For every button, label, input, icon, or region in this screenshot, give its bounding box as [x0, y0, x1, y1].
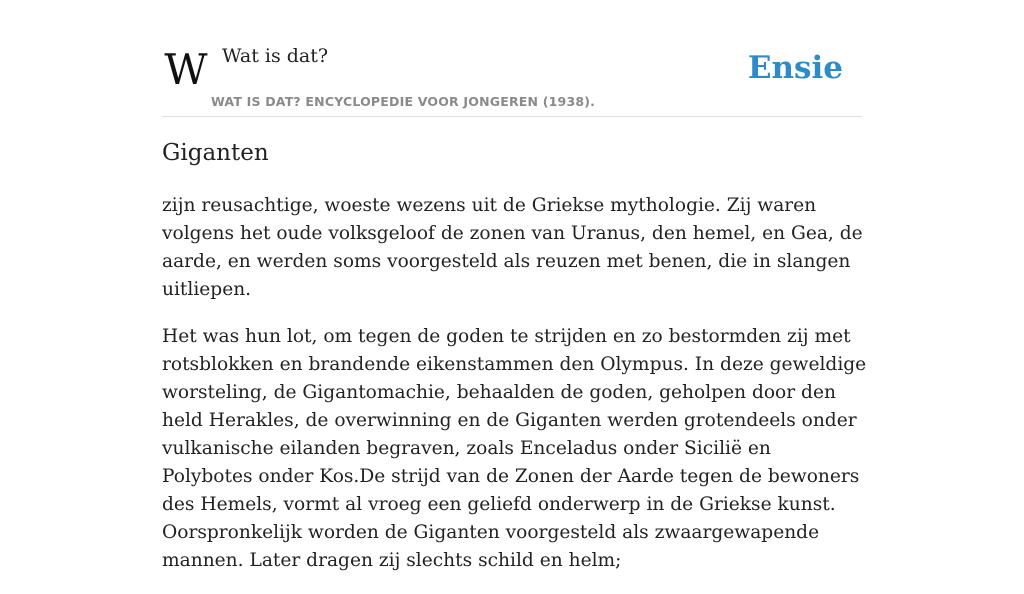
article-paragraph: Het was hun lot, om tegen de goden te strijden en zo bestormden zij met rotsblokken en brandende eikenstammen den Olympus. In deze geweldige worsteling, de Gigantomachie, behaalden de goden, geholpen door den held Herakles, de overwinning en de Giganten werden grotendeels onder vulkanische eilanden begraven, zoals Enceladus onder Sicilië en Polybotes onder Kos.De strijd van de Zonen der Aarde tegen de bewoners des Hemels, vormt al vroeg een geliefd onderwerp in de Griekse kunst. Oorspronkelijk worden de Giganten voorgesteld als zwaargewapende mannen. Later dragen zij slechts schild en helm; — [162, 326, 867, 571]
site-title[interactable]: Wat is dat? — [222, 45, 329, 67]
article-paragraph: zijn reusachtige, woeste wezens uit de Griekse mythologie. Zij waren volgens het oude volksgeloof de zonen van Uranus, den hemel, en Gea, de aarde, en werden soms voorgesteld als reuzen met benen, die in slangen uitliepen. — [162, 195, 863, 300]
site-header — [162, 30, 862, 117]
article-body — [162, 192, 867, 594]
wikipedia-w-icon[interactable] — [163, 45, 209, 94]
svg-text:W: W — [164, 45, 208, 94]
site-subtitle: WAT IS DAT? ENCYCLOPEDIE VOOR JONGEREN (1938). — [211, 94, 596, 109]
article-title: Giganten — [162, 140, 269, 166]
brand-logo-link[interactable]: Ensie — [747, 50, 843, 86]
